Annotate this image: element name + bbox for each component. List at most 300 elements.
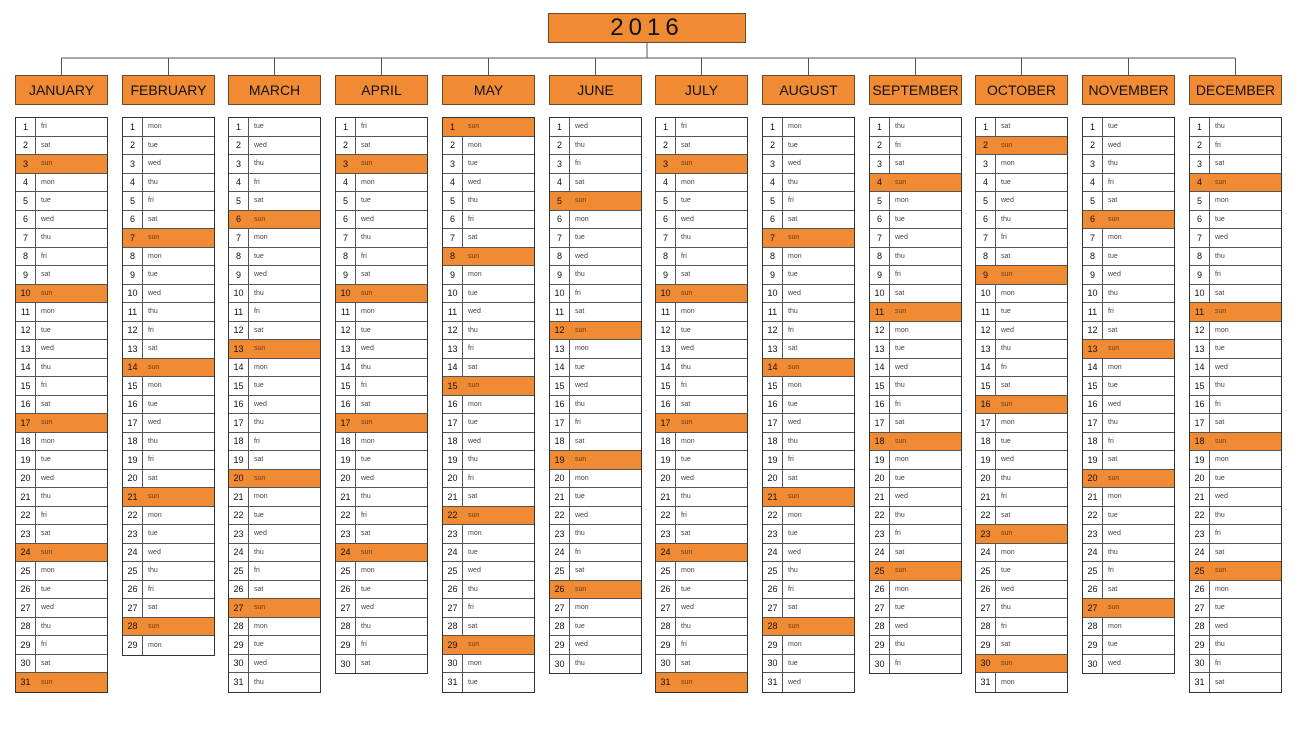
weekday-name: fri <box>254 308 260 316</box>
day-row <box>656 451 747 470</box>
day-number: 25 <box>123 562 143 580</box>
day-row <box>550 377 641 396</box>
weekday-name: tue <box>361 326 371 334</box>
weekday-name: sun <box>1108 474 1120 482</box>
day-number: 24 <box>1083 544 1103 562</box>
weekday-name: tue <box>681 326 691 334</box>
day-row <box>763 655 854 674</box>
day-row <box>123 340 214 359</box>
weekday-name: thu <box>1108 548 1118 556</box>
day-number: 4 <box>1083 174 1103 192</box>
weekday-name: sat <box>1001 641 1011 649</box>
day-number: 28 <box>229 618 249 636</box>
weekday-name: sun <box>788 493 800 501</box>
day-number: 27 <box>123 599 143 617</box>
day-number: 6 <box>1190 211 1210 229</box>
weekday-name: sun <box>361 548 373 556</box>
weekday-name: sat <box>1108 197 1118 205</box>
weekday-name: wed <box>1001 197 1014 205</box>
day-number: 3 <box>656 155 676 173</box>
weekday-name: sat <box>1215 678 1225 686</box>
day-row <box>443 303 534 322</box>
day-row <box>16 562 107 581</box>
day-row <box>336 377 427 396</box>
day-number: 28 <box>123 618 143 636</box>
weekday-name: fri <box>788 456 794 464</box>
weekday-name: sat <box>1215 289 1225 297</box>
day-row <box>550 266 641 285</box>
day-number: 24 <box>656 544 676 562</box>
day-row <box>123 581 214 600</box>
day-number: 21 <box>870 488 890 506</box>
weekday-name: fri <box>468 474 474 482</box>
weekday-name: thu <box>788 178 798 186</box>
weekday-name: sun <box>1108 604 1120 612</box>
weekday-name: mon <box>681 178 695 186</box>
day-row <box>550 525 641 544</box>
day-row <box>336 618 427 637</box>
weekday-name: sat <box>1215 419 1225 427</box>
day-row <box>976 581 1067 600</box>
day-row <box>1190 211 1281 230</box>
day-number: 11 <box>443 303 463 321</box>
day-number: 19 <box>976 451 996 469</box>
day-row <box>763 377 854 396</box>
day-number: 24 <box>763 544 783 562</box>
weekday-name: sun <box>1001 400 1013 408</box>
day-row <box>976 340 1067 359</box>
weekday-name: sat <box>895 160 905 168</box>
day-number: 19 <box>336 451 356 469</box>
day-row <box>443 155 534 174</box>
day-number: 29 <box>229 636 249 654</box>
day-number: 13 <box>870 340 890 358</box>
month-table-may <box>442 117 535 693</box>
day-number: 1 <box>1083 118 1103 136</box>
day-number: 21 <box>550 488 570 506</box>
day-number: 3 <box>550 155 570 173</box>
month-table-december <box>1189 117 1282 693</box>
weekday-name: wed <box>1108 271 1121 279</box>
weekday-name: mon <box>361 437 375 445</box>
day-number: 2 <box>976 137 996 155</box>
day-number: 26 <box>870 581 890 599</box>
day-number: 29 <box>763 636 783 654</box>
weekday-name: tue <box>1108 252 1118 260</box>
day-row <box>763 266 854 285</box>
day-number: 6 <box>656 211 676 229</box>
day-number: 14 <box>443 359 463 377</box>
day-number: 29 <box>123 636 143 655</box>
day-row <box>16 211 107 230</box>
weekday-name: tue <box>41 456 51 464</box>
day-row <box>656 396 747 415</box>
day-number: 11 <box>336 303 356 321</box>
weekday-name: sun <box>895 437 907 445</box>
weekday-name: tue <box>788 659 798 667</box>
weekday-name: sat <box>681 530 691 538</box>
day-number: 23 <box>229 525 249 543</box>
day-number: 7 <box>336 229 356 247</box>
day-row <box>976 266 1067 285</box>
day-row <box>1083 377 1174 396</box>
day-row <box>656 673 747 692</box>
weekday-name: fri <box>575 289 581 297</box>
weekday-name: sun <box>681 678 693 686</box>
day-row <box>16 285 107 304</box>
day-number: 19 <box>1083 451 1103 469</box>
day-number: 26 <box>229 581 249 599</box>
day-row <box>976 303 1067 322</box>
day-number: 6 <box>550 211 570 229</box>
day-row <box>870 581 961 600</box>
day-row <box>1083 118 1174 137</box>
day-number: 24 <box>1190 544 1210 562</box>
day-row <box>443 451 534 470</box>
day-number: 30 <box>763 655 783 673</box>
day-number: 22 <box>870 507 890 525</box>
weekday-name: fri <box>41 511 47 519</box>
day-row <box>443 137 534 156</box>
weekday-name: sun <box>468 641 480 649</box>
weekday-name: fri <box>1215 659 1221 667</box>
weekday-name: wed <box>1108 660 1121 668</box>
weekday-name: sun <box>254 474 266 482</box>
weekday-name: mon <box>681 308 695 316</box>
month-table-june <box>549 117 642 674</box>
day-number: 18 <box>870 433 890 451</box>
day-row <box>656 248 747 267</box>
day-row <box>443 599 534 618</box>
day-number: 9 <box>656 266 676 284</box>
weekday-name: mon <box>788 123 802 131</box>
weekday-name: sat <box>41 271 51 279</box>
day-number: 7 <box>550 229 570 247</box>
day-row <box>1083 396 1174 415</box>
day-number: 17 <box>1190 414 1210 432</box>
weekday-name: wed <box>788 160 801 168</box>
day-row <box>870 266 961 285</box>
day-number: 16 <box>1083 396 1103 414</box>
weekday-name: sun <box>1001 141 1013 149</box>
day-row <box>763 174 854 193</box>
day-row <box>443 488 534 507</box>
day-number: 23 <box>16 525 36 543</box>
day-number: 22 <box>1083 507 1103 525</box>
weekday-name: thu <box>254 419 264 427</box>
weekday-name: sat <box>575 308 585 316</box>
day-row <box>16 451 107 470</box>
weekday-name: fri <box>788 326 794 334</box>
day-row <box>763 451 854 470</box>
day-row <box>1083 248 1174 267</box>
day-number: 26 <box>656 581 676 599</box>
day-row <box>870 192 961 211</box>
weekday-name: fri <box>1108 308 1114 316</box>
weekday-name: mon <box>1001 289 1015 297</box>
weekday-name: tue <box>575 234 585 242</box>
day-number: 8 <box>870 248 890 266</box>
day-number: 9 <box>443 266 463 284</box>
day-number: 24 <box>550 544 570 562</box>
day-row <box>1190 285 1281 304</box>
day-row <box>550 229 641 248</box>
day-number: 22 <box>550 507 570 525</box>
day-number: 28 <box>336 618 356 636</box>
weekday-name: thu <box>575 400 585 408</box>
day-row <box>1083 618 1174 637</box>
weekday-name: tue <box>895 604 905 612</box>
day-row <box>656 470 747 489</box>
day-number: 14 <box>656 359 676 377</box>
day-row <box>656 507 747 526</box>
day-row <box>443 322 534 341</box>
weekday-name: wed <box>41 474 54 482</box>
day-row <box>1190 507 1281 526</box>
day-number: 13 <box>763 340 783 358</box>
day-number: 8 <box>976 248 996 266</box>
weekday-name: wed <box>788 548 801 556</box>
day-row <box>336 488 427 507</box>
weekday-name: thu <box>1108 160 1118 168</box>
day-number: 17 <box>123 414 143 432</box>
weekday-name: wed <box>1215 234 1228 242</box>
day-number: 15 <box>870 377 890 395</box>
day-row <box>336 118 427 137</box>
weekday-name: mon <box>1108 493 1122 501</box>
day-number: 6 <box>123 211 143 229</box>
day-row <box>336 211 427 230</box>
day-number: 30 <box>1190 655 1210 673</box>
day-number: 30 <box>656 655 676 673</box>
day-number: 19 <box>763 451 783 469</box>
weekday-name: sat <box>468 363 478 371</box>
day-row <box>763 192 854 211</box>
day-row <box>870 248 961 267</box>
day-row <box>229 192 320 211</box>
day-number: 1 <box>336 118 356 136</box>
weekday-name: mon <box>254 234 268 242</box>
day-row <box>336 248 427 267</box>
day-number: 15 <box>443 377 463 395</box>
weekday-name: fri <box>361 123 367 131</box>
day-number: 9 <box>1083 266 1103 284</box>
day-number: 13 <box>16 340 36 358</box>
day-number: 14 <box>763 359 783 377</box>
weekday-name: fri <box>895 271 901 279</box>
day-number: 30 <box>976 655 996 673</box>
day-number: 26 <box>443 581 463 599</box>
day-number: 10 <box>976 285 996 303</box>
day-row <box>656 562 747 581</box>
weekday-name: sat <box>41 659 51 667</box>
day-number: 12 <box>656 322 676 340</box>
day-number: 21 <box>763 488 783 506</box>
day-row <box>229 118 320 137</box>
day-number: 31 <box>763 673 783 692</box>
day-row <box>976 525 1067 544</box>
weekday-name: mon <box>575 474 589 482</box>
day-row <box>229 581 320 600</box>
day-row <box>550 174 641 193</box>
weekday-name: sat <box>681 400 691 408</box>
weekday-name: thu <box>1215 382 1225 390</box>
day-number: 25 <box>1190 562 1210 580</box>
day-number: 22 <box>16 507 36 525</box>
day-number: 24 <box>336 544 356 562</box>
day-row <box>1083 636 1174 655</box>
day-number: 1 <box>1190 118 1210 136</box>
day-number: 18 <box>336 433 356 451</box>
day-number: 23 <box>1190 525 1210 543</box>
day-number: 26 <box>1190 581 1210 599</box>
weekday-name: sun <box>895 178 907 186</box>
day-number: 28 <box>443 618 463 636</box>
day-row <box>976 192 1067 211</box>
day-number: 25 <box>550 562 570 580</box>
day-row <box>656 303 747 322</box>
day-number: 21 <box>16 488 36 506</box>
weekday-name: tue <box>361 197 371 205</box>
day-row <box>336 525 427 544</box>
weekday-name: thu <box>41 234 51 242</box>
weekday-name: wed <box>41 215 54 223</box>
weekday-name: sun <box>788 363 800 371</box>
day-number: 23 <box>123 525 143 543</box>
day-row <box>763 618 854 637</box>
day-number: 6 <box>1083 211 1103 229</box>
day-row <box>443 544 534 563</box>
day-number: 31 <box>16 673 36 692</box>
day-number: 28 <box>1083 618 1103 636</box>
day-number: 19 <box>443 451 463 469</box>
day-number: 21 <box>229 488 249 506</box>
day-number: 13 <box>550 340 570 358</box>
weekday-name: wed <box>788 678 801 686</box>
weekday-name: thu <box>148 308 158 316</box>
weekday-name: sat <box>361 271 371 279</box>
day-row <box>16 618 107 637</box>
day-number: 20 <box>976 470 996 488</box>
weekday-name: tue <box>468 678 478 686</box>
day-number: 10 <box>16 285 36 303</box>
weekday-name: thu <box>1215 252 1225 260</box>
weekday-name: sun <box>254 345 266 353</box>
weekday-name: fri <box>895 660 901 668</box>
weekday-name: sun <box>468 382 480 390</box>
day-number: 24 <box>870 544 890 562</box>
day-number: 29 <box>443 636 463 654</box>
day-row <box>443 581 534 600</box>
day-row <box>976 433 1067 452</box>
day-row <box>870 303 961 322</box>
weekday-name: sat <box>895 548 905 556</box>
day-row <box>870 359 961 378</box>
weekday-name: wed <box>254 141 267 149</box>
weekday-name: sat <box>681 271 691 279</box>
day-number: 20 <box>336 470 356 488</box>
month-header-april: APRIL <box>335 75 428 105</box>
weekday-name: mon <box>41 308 55 316</box>
day-number: 8 <box>550 248 570 266</box>
day-row <box>976 562 1067 581</box>
weekday-name: fri <box>1001 622 1007 630</box>
month-header-june: JUNE <box>549 75 642 105</box>
day-row <box>550 562 641 581</box>
day-number: 29 <box>1190 636 1210 654</box>
weekday-name: mon <box>468 400 482 408</box>
weekday-name: tue <box>254 641 264 649</box>
day-row <box>656 322 747 341</box>
day-row <box>229 211 320 230</box>
day-row <box>976 544 1067 563</box>
weekday-name: mon <box>254 622 268 630</box>
day-row <box>229 618 320 637</box>
weekday-name: tue <box>468 289 478 297</box>
weekday-name: thu <box>148 567 158 575</box>
day-row <box>16 396 107 415</box>
weekday-name: mon <box>895 456 909 464</box>
weekday-name: sun <box>361 160 373 168</box>
day-number: 28 <box>1190 618 1210 636</box>
weekday-name: wed <box>361 215 374 223</box>
day-row <box>550 303 641 322</box>
day-number: 5 <box>229 192 249 210</box>
day-number: 29 <box>976 636 996 654</box>
day-row <box>229 525 320 544</box>
day-row <box>870 507 961 526</box>
day-row <box>336 266 427 285</box>
day-number: 13 <box>976 340 996 358</box>
day-row <box>16 192 107 211</box>
day-number: 30 <box>870 655 890 674</box>
day-row <box>1190 192 1281 211</box>
day-number: 27 <box>336 599 356 617</box>
weekday-name: sun <box>254 604 266 612</box>
day-number: 5 <box>976 192 996 210</box>
day-row <box>1190 377 1281 396</box>
day-number: 2 <box>123 137 143 155</box>
weekday-name: fri <box>468 345 474 353</box>
day-number: 12 <box>1190 322 1210 340</box>
day-number: 5 <box>870 192 890 210</box>
month-table-february <box>122 117 215 656</box>
day-number: 25 <box>656 562 676 580</box>
day-number: 4 <box>229 174 249 192</box>
weekday-name: tue <box>148 400 158 408</box>
weekday-name: thu <box>788 437 798 445</box>
day-number: 7 <box>1083 229 1103 247</box>
weekday-name: thu <box>148 437 158 445</box>
weekday-name: tue <box>468 419 478 427</box>
weekday-name: mon <box>575 345 589 353</box>
day-number: 16 <box>870 396 890 414</box>
day-number: 15 <box>550 377 570 395</box>
weekday-name: wed <box>1108 141 1121 149</box>
day-row <box>870 155 961 174</box>
day-row <box>443 229 534 248</box>
day-row <box>976 414 1067 433</box>
day-number: 16 <box>16 396 36 414</box>
day-row <box>656 581 747 600</box>
day-number: 3 <box>336 155 356 173</box>
weekday-name: fri <box>41 252 47 260</box>
weekday-name: sun <box>468 511 480 519</box>
day-number: 5 <box>656 192 676 210</box>
weekday-name: wed <box>681 474 694 482</box>
day-number: 14 <box>550 359 570 377</box>
day-number: 19 <box>229 451 249 469</box>
